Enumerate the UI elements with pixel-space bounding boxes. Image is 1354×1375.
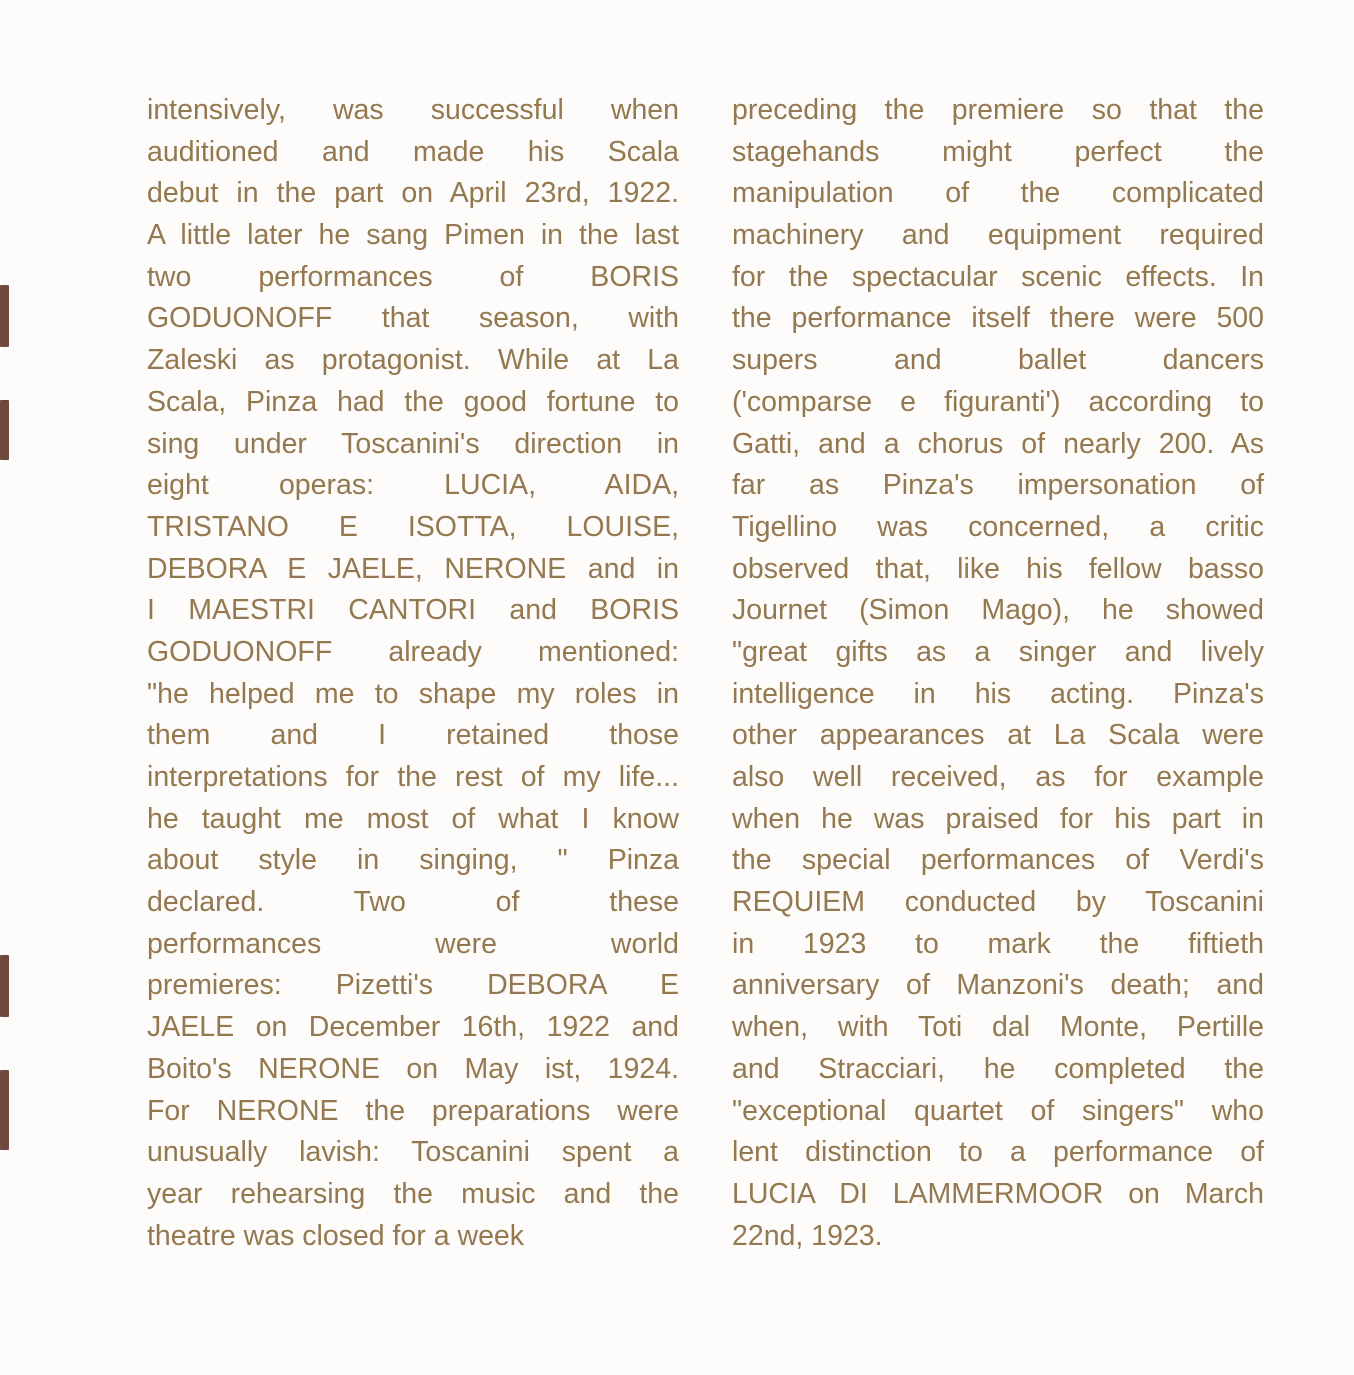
text-line: 22nd, 1923. [732, 1219, 883, 1252]
left-text-column [147, 90, 679, 1257]
text-line: when he was praised for his part in [732, 802, 1264, 835]
text-line: Gatti, and a chorus of nearly 200. As [732, 427, 1264, 460]
text-line: the performance itself there were 500 [732, 302, 1264, 335]
text-line: "exceptional quartet of singers" who [732, 1094, 1264, 1127]
text-line: "great gifts as a singer and lively [732, 635, 1264, 668]
text-line: Boito's NERONE on May ist, 1924. [147, 1052, 679, 1085]
text-line: the special performances of Verdi's [732, 844, 1264, 877]
text-line: supers and ballet dancers [732, 344, 1264, 377]
text-line: preceding the premiere so that the [732, 94, 1264, 126]
binding-staple-mark [0, 285, 9, 347]
text-line: and Stracciari, he completed the [732, 1052, 1264, 1085]
text-line: lent distinction to a performance of [732, 1136, 1264, 1169]
text-line: intensively, was successful when [147, 94, 679, 126]
text-line: JAELE on December 16th, 1922 and [147, 1011, 679, 1044]
text-line: REQUIEM conducted by Toscanini [732, 886, 1264, 919]
text-line: far as Pinza's impersonation of [732, 469, 1264, 502]
text-line: unusually lavish: Toscanini spent a [147, 1136, 679, 1169]
text-line: theatre was closed for a week [147, 1219, 525, 1252]
text-line: anniversary of Manzoni's death; and [732, 969, 1264, 1002]
right-text-column [732, 90, 1264, 1257]
text-line: intelligence in his acting. Pinza's [732, 677, 1264, 710]
text-line: performances were world [147, 927, 679, 960]
text-line: TRISTANO E ISOTTA, LOUISE, [147, 510, 679, 543]
binding-staple-mark [0, 1070, 9, 1150]
text-line: about style in singing, " Pinza [147, 844, 679, 877]
text-line: them and I retained those [147, 719, 679, 752]
text-line: I MAESTRI CANTORI and BORIS [147, 594, 679, 627]
text-line: sing under Toscanini's direction in [147, 427, 679, 460]
binding-staple-mark [0, 955, 9, 1017]
text-line: in 1923 to mark the fiftieth [732, 927, 1264, 960]
text-line: ('comparse e figuranti') according to [732, 385, 1264, 418]
text-line: two performances of BORIS [147, 260, 679, 293]
text-line: for the spectacular scenic effects. In [732, 260, 1264, 293]
text-line: Journet (Simon Mago), he showed [732, 594, 1264, 627]
text-line: debut in the part on April 23rd, 1922. [147, 177, 679, 210]
text-line: manipulation of the complicated [732, 177, 1264, 210]
text-line: observed that, like his fellow basso [732, 552, 1264, 585]
text-line: interpretations for the rest of my life... [147, 761, 679, 793]
text-line: when, with Toti dal Monte, Pertille [732, 1011, 1264, 1044]
text-line: Tigellino was concerned, a critic [732, 510, 1264, 543]
text-line: he taught me most of what I know [147, 802, 679, 835]
text-line: auditioned and made his Scala [147, 135, 679, 168]
text-line: For NERONE the preparations were [147, 1094, 679, 1127]
binding-staple-mark [0, 400, 9, 460]
text-line: year rehearsing the music and the [147, 1177, 679, 1210]
text-line: stagehands might perfect the [732, 135, 1264, 168]
text-line: premieres: Pizetti's DEBORA E [147, 969, 679, 1002]
text-line: GODUONOFF already mentioned: [147, 635, 679, 668]
text-line: eight operas: LUCIA, AIDA, [147, 469, 679, 502]
text-line: declared. Two of these [147, 886, 679, 919]
text-line: Zaleski as protagonist. While at La [147, 344, 679, 377]
text-line: machinery and equipment required [732, 219, 1264, 252]
text-line: GODUONOFF that season, with [147, 302, 679, 335]
text-line: DEBORA E JAELE, NERONE and in [147, 552, 679, 585]
text-line: LUCIA DI LAMMERMOOR on March [732, 1177, 1264, 1210]
text-line: other appearances at La Scala were [732, 719, 1264, 752]
text-line: Scala, Pinza had the good fortune to [147, 385, 679, 418]
text-line: "he helped me to shape my roles in [147, 677, 679, 710]
text-line: also well received, as for example [732, 761, 1264, 793]
text-line: A little later he sang Pimen in the last [147, 219, 679, 252]
